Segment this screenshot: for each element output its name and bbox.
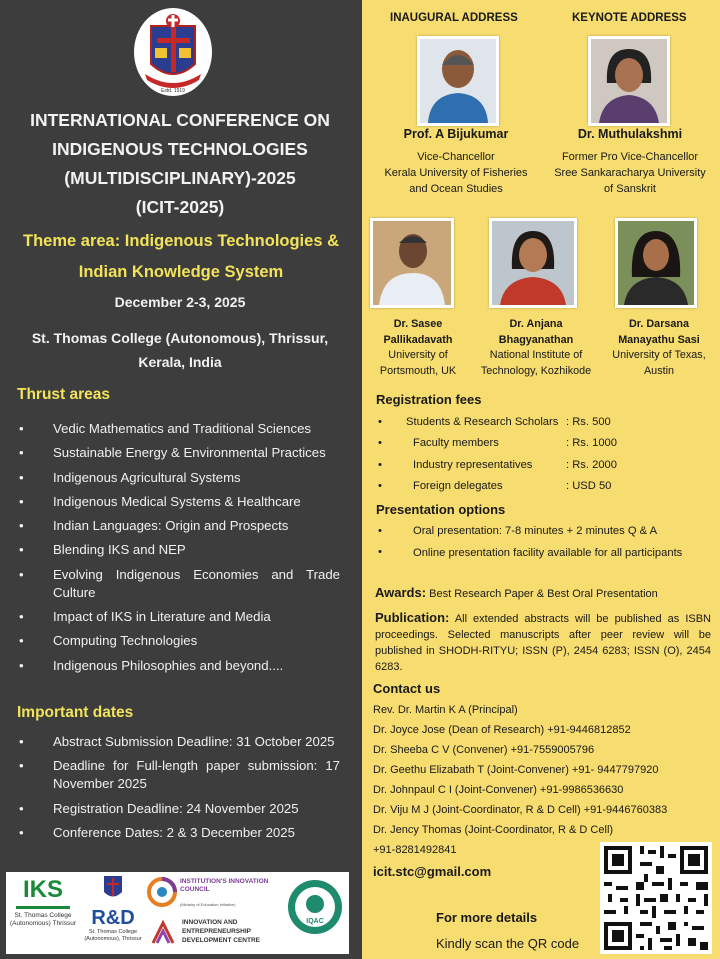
speaker-name: Prof. A Bijukumar bbox=[403, 127, 509, 141]
list-item: • Indigenous Medical Systems & Healthcare bbox=[19, 493, 301, 509]
speaker-detail: Former Pro Vice-Chancellor bbox=[561, 151, 699, 163]
speaker-detail: Portsmouth, UK bbox=[379, 364, 457, 377]
contact-line: +91-8281492841 bbox=[373, 844, 457, 856]
speaker-name: Dr. Anjana bbox=[509, 318, 563, 330]
speaker-name: Pallikadavath bbox=[383, 333, 453, 346]
speaker-photo bbox=[615, 218, 697, 308]
theme-area bbox=[6, 226, 356, 288]
logo-motto: VERITAS VOS LIBERABIT bbox=[152, 75, 194, 79]
speaker-name: Bhagyanathan bbox=[498, 333, 574, 346]
contact-line: Dr. Viju M J (Joint-Coordinator, R & D Cell) +91-9446760383 bbox=[373, 804, 668, 816]
list-item: • Sustainable Energy & Environmental Practices bbox=[19, 445, 326, 461]
speaker-detail: University of bbox=[388, 349, 448, 361]
inaugural-speaker bbox=[376, 126, 536, 197]
speaker-name: Dr. Sasee bbox=[393, 318, 443, 330]
list-item: • Deadline for Full-length paper submission: 17 November 2025 bbox=[19, 758, 340, 792]
contact-line: Dr. Joyce Jose (Dean of Research) +91-9446812852 bbox=[373, 724, 631, 736]
awards-text: Best Research Paper & Best Oral Presentation bbox=[429, 588, 658, 600]
conference-venue bbox=[10, 326, 350, 374]
conference-title bbox=[10, 106, 350, 222]
contact-line: Rev. Dr. Martin K A (Principal) bbox=[373, 704, 518, 716]
awards-label: Awards: bbox=[375, 585, 427, 600]
conference-dates: December 2-3, 2025 bbox=[114, 294, 246, 310]
publication-label: Publication: bbox=[375, 610, 450, 625]
list-item: • Indigenous Philosophies and beyond.... bbox=[19, 657, 284, 673]
speaker-detail: University of Texas, bbox=[612, 349, 706, 361]
speaker-photo bbox=[489, 218, 577, 308]
list-item: • Indian Languages: Origin and Prospects bbox=[19, 518, 289, 534]
contact-line: Dr. Jency Thomas (Joint-Coordinator, R & D Cell) bbox=[373, 824, 614, 836]
list-item: • Evolving Indigenous Economies and Trade Culture bbox=[19, 566, 340, 600]
venue-line: St. Thomas College (Autonomous), Thrissur, bbox=[31, 330, 329, 346]
iqac-logo: IQAC bbox=[286, 878, 344, 948]
speaker-detail: Kerala University of Fisheries bbox=[384, 167, 528, 179]
list-item: • Conference Dates: 2 & 3 December 2025 bbox=[19, 824, 295, 840]
speaker-photo bbox=[417, 36, 499, 126]
awards bbox=[375, 585, 715, 600]
list-item: • Indigenous Agricultural Systems bbox=[19, 469, 241, 485]
rd-logo: R&D St. Thomas College (Autonomous), Thrissur bbox=[82, 874, 144, 950]
college-logo bbox=[133, 8, 213, 100]
speaker-detail: of Sanskrit bbox=[604, 183, 656, 195]
list-item: • Computing Technologies bbox=[19, 633, 198, 649]
contact-line: Dr. Sheeba C V (Convener) +91-7559005796 bbox=[373, 744, 595, 756]
presentation-heading: Presentation options bbox=[376, 502, 506, 517]
speaker-darsana bbox=[598, 317, 720, 379]
speaker-detail: Vice-Chancellor bbox=[417, 151, 495, 163]
registration-heading: Registration fees bbox=[376, 392, 482, 407]
qr-code[interactable] bbox=[600, 842, 712, 954]
speaker-anjana bbox=[470, 317, 602, 379]
list-item: • Abstract Submission Deadline: 31 October 2025 bbox=[19, 734, 335, 749]
right-panel: INAUGURAL ADDRESS KEYNOTE ADDRESS Prof. A Bijukumar Vice-Chancellor Kerala University of Fisheries and Ocean Studies Dr. Muthulakshmi Former Pro Vice-Chancellor Sree Sankaracharya University of Sanskrit Dr. Sasee Pallikadavath University of Portsmouth, UK Dr. Anjana Bhagyanathan National Institute of Technology, Kozhikode Dr. Darsana Manayathu Sasi University of Texas, Austin Registration fees • Students & Research Scholars : Rs. 500 • Faculty members : Rs. 1000 • Industry representatives : Rs. 2000 • Foreign delegates : USD 50 Presentation options • Oral presentation: 7-8 minutes + 2 minutes Q & A • Online presentation facility available for all participants Awards: Best Research Paper & Best Oral Presentation Publication: All extended abstracts will be published as ISBN proceedings. Selected manuscripts after peer review will be published in SHODH-RITYU; ISSN (P), 2454 6283; ISSN (O), 2454 6283. Contact us Rev. Dr. Martin K A (Principal) Dr. Joyce Jose (Dean of Research) +91-9446812852 Dr. Sheeba C V (Convener) +91-7559005796 Dr. Geethu Elizabath T (Joint-Convener) +91- 9447797920 Dr. Johnpaul C I (Joint-Convener) +91-9986536630 Dr. Viju M J (Joint-Coordinator, R & D Cell) +91-9446760383 Dr. Jency Thomas (Joint-Coordinator, R & D Cell) +91-8281492841 icit.stc@gmail.com For more details Kindly scan the QR code bbox=[362, 0, 720, 959]
keynote-address-heading: KEYNOTE ADDRESS bbox=[572, 12, 687, 24]
speaker-photo bbox=[588, 36, 670, 126]
more-details: For more details bbox=[436, 910, 538, 925]
list-item: • Registration Deadline: 24 November 2025 bbox=[19, 800, 299, 816]
speaker-name: Dr. Muthulakshmi bbox=[577, 127, 683, 141]
speaker-name: Dr. Darsana bbox=[628, 318, 689, 330]
speaker-detail: and Ocean Studies bbox=[409, 183, 503, 195]
title-line: (MULTIDISCIPLINARY)-2025 bbox=[64, 168, 296, 188]
inaugural-address-heading: INAUGURAL ADDRESS bbox=[390, 12, 518, 24]
thrust-areas-list bbox=[0, 420, 350, 681]
speaker-detail: National Institute of bbox=[489, 349, 583, 361]
title-line: (ICIT-2025) bbox=[135, 197, 225, 217]
publication bbox=[375, 610, 711, 675]
speaker-detail: Technology, Kozhikode bbox=[480, 364, 592, 377]
publication-text: All extended abstracts will be published as ISBN proceedings. Selected manuscripts after peer review will be published in SHODH-RITYU; ISSN (P), 2454 6283; ISSN (O), 2454 6283. bbox=[375, 613, 711, 673]
list-item: • Impact of IKS in Literature and Media bbox=[19, 609, 271, 625]
speaker-name: Manayathu Sasi bbox=[618, 333, 700, 346]
theme-line: Indian Knowledge System bbox=[78, 263, 284, 281]
list-item: • Blending IKS and NEP bbox=[19, 542, 186, 558]
theme-line: Theme area: Indigenous Technologies & bbox=[23, 232, 339, 250]
contact-email[interactable]: icit.stc@gmail.com bbox=[373, 864, 492, 879]
important-dates-list bbox=[0, 733, 350, 848]
iedc-logo: INNOVATION AND ENTREPRENEURSHIP DEVELOPMENT CENTRE bbox=[146, 916, 286, 952]
speaker-sasee bbox=[362, 317, 474, 379]
scan-instruction: Kindly scan the QR code bbox=[436, 936, 580, 951]
speaker-detail: Austin bbox=[643, 364, 674, 377]
title-line: INTERNATIONAL CONFERENCE ON bbox=[30, 110, 330, 130]
title-line: INDIGENOUS TECHNOLOGIES bbox=[52, 139, 308, 159]
important-dates-heading: Important dates bbox=[17, 704, 134, 721]
contact-line: Dr. Johnpaul C I (Joint-Convener) +91-9986536630 bbox=[373, 784, 624, 796]
contact-line: Dr. Geethu Elizabath T (Joint-Convener) +91- 9447797920 bbox=[373, 764, 659, 776]
venue-line: Kerala, India bbox=[138, 354, 222, 370]
list-item: • Vedic Mathematics and Traditional Sciences bbox=[19, 421, 312, 436]
partner-logos bbox=[6, 872, 349, 954]
logo-estd: Estd. 1919 bbox=[161, 88, 185, 94]
contact-heading: Contact us bbox=[373, 681, 441, 696]
speaker-photo bbox=[370, 218, 454, 308]
speaker-detail: Sree Sankaracharya University bbox=[554, 167, 706, 179]
iks-logo: IKS St. Thomas College (Autonomous) Thrissur bbox=[10, 876, 76, 927]
iic-logo: INSTITUTION'S INNOVATION COUNCIL (Ministry of Education Initiative) bbox=[146, 876, 276, 912]
keynote-speaker bbox=[545, 126, 715, 197]
thrust-areas-heading: Thrust areas bbox=[17, 386, 111, 403]
